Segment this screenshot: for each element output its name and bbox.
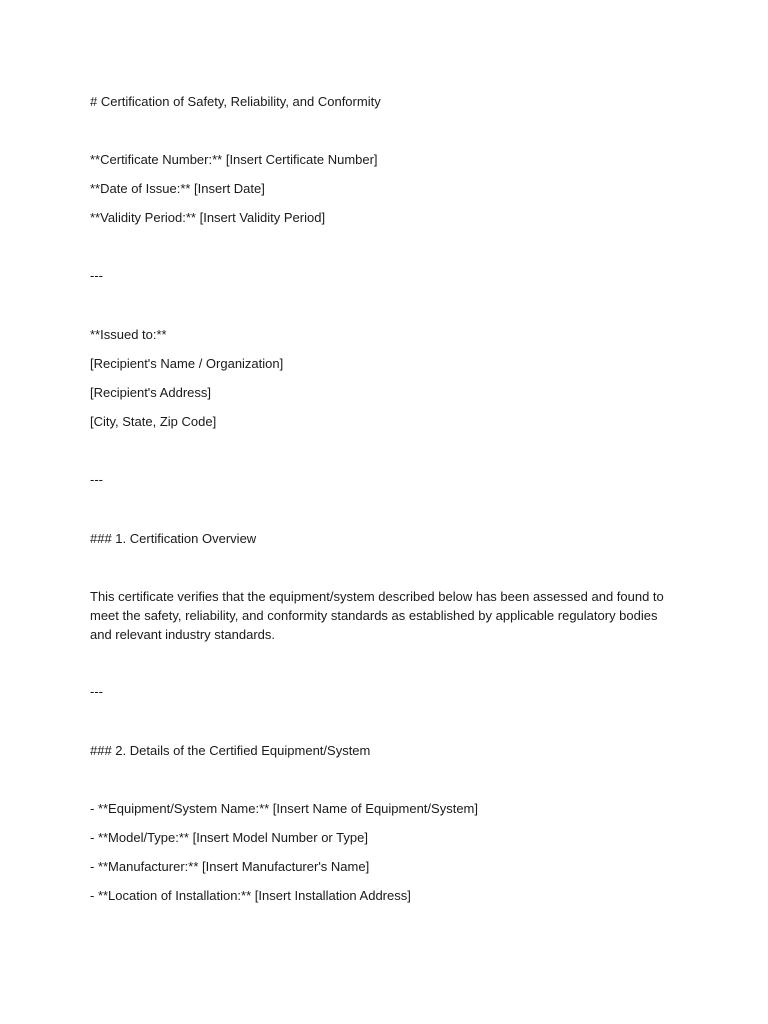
section-1-heading: ### 1. Certification Overview <box>90 531 257 546</box>
recipient-name: [Recipient's Name / Organization] <box>90 356 284 371</box>
issued-to-label: **Issued to:** <box>90 327 167 342</box>
separator: --- <box>90 268 103 283</box>
equipment-name-item: - **Equipment/System Name:** [Insert Name of Equipment/System] <box>90 801 478 816</box>
section-2-heading: ### 2. Details of the Certified Equipment/System <box>90 743 371 758</box>
section-1-body: This certificate verifies that the equipment/system described below has been assessed and found to meet the safety, reliability, and conformity standards as established by applicable regulatory bodies and relevant industry standards. <box>90 589 664 642</box>
manufacturer-item: - **Manufacturer:** [Insert Manufacturer's Name] <box>90 859 370 874</box>
validity-period: **Validity Period:** [Insert Validity Period] <box>90 210 326 225</box>
document-title: # Certification of Safety, Reliability, and Conformity <box>90 94 381 109</box>
certificate-number: **Certificate Number:** [Insert Certificate Number] <box>90 152 378 167</box>
model-type-item: - **Model/Type:** [Insert Model Number or Type] <box>90 830 368 845</box>
date-of-issue: **Date of Issue:** [Insert Date] <box>90 181 265 196</box>
recipient-city: [City, State, Zip Code] <box>90 414 217 429</box>
separator: --- <box>90 684 103 699</box>
recipient-address: [Recipient's Address] <box>90 385 211 400</box>
installation-location-item: - **Location of Installation:** [Insert Installation Address] <box>90 888 411 903</box>
separator: --- <box>90 472 103 487</box>
